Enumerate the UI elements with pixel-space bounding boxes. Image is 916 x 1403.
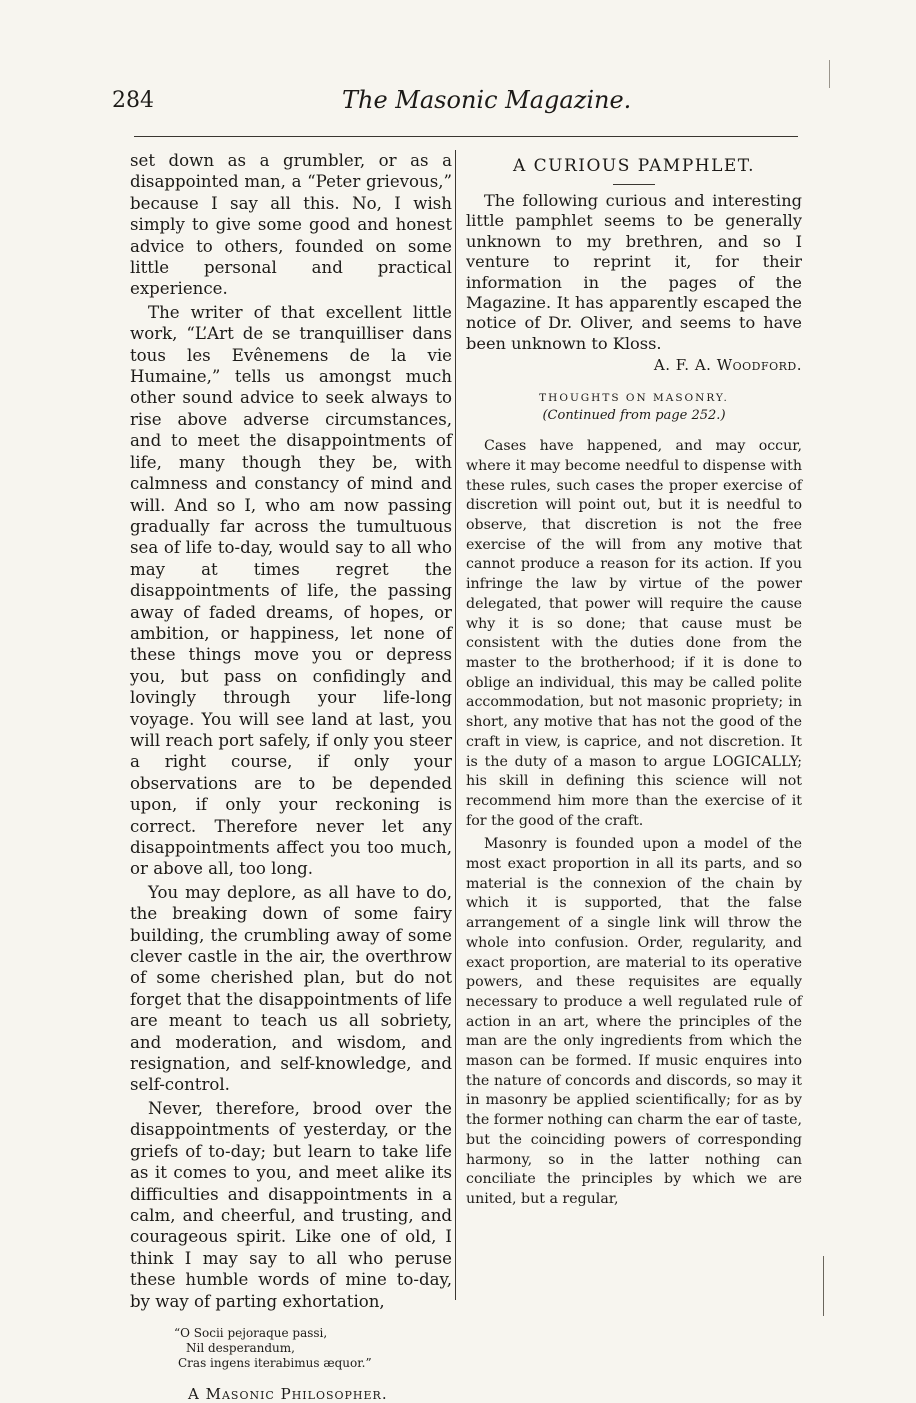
intro-signature: A. F. A. Woodford. xyxy=(653,356,802,375)
verse-line: “O Socii pejoraque passi, xyxy=(174,1325,328,1340)
left-paragraph: You may deplore, as all have to do, the breaking down of some fairy building, the crumbling away of some clever castle in the air, the overthrow of some cherished plan, but do not forget that the disappointments of life are meant to teach us all sobriety, and moderation, and wisdom, and resignation, and self-knowledge, and self-control. xyxy=(130,882,452,1095)
verse-line: Cras ingens iterabimus æquor.” xyxy=(178,1355,372,1370)
page-header xyxy=(112,88,812,128)
header-rule xyxy=(134,136,798,137)
page-number: 284 xyxy=(112,88,154,113)
left-paragraph: The writer of that excellent little work, “L’Art de se tranquilliser dans tous les Evênemens de la vie Humaine,” tells us amongst much other sound advice to seek always to rise above adverse circumstances, and to meet the disappointments of life, many though they be, with calmness and constancy of mind and will. And so I, who am now passing gradually far across the tumultuous sea of life to-day, would say to all who may at times regret the disappointments of life, the passing away of faded dreams, of hopes, or ambition, or happiness, let none of these things move you or depress you, but pass on confidingly and lovingly through your life-long voyage. You will see land at last, you will reach port safely, if only you steer a right course, if only your observations are to be depended upon, if only your reckoning is correct. Therefore never let any disappointments affect you too much, or above all, too long. xyxy=(130,302,452,879)
section-subtitle: THOUGHTS ON MASONRY. xyxy=(539,392,729,405)
page-edge-mark xyxy=(829,60,830,88)
body-paragraph: Cases have happened, and may occur, where it may become needful to dispense with these rules, such cases the proper exercise of discretion will point out, but it is needful to observe, that discretion is not the free exercise of the will from any motive that cannot produce a reason for its action. If you infringe the law by virtue of the power delegated, that power will require the cause why it is so done; that cause must be consistent with the duties done from the master to the brotherhood; if it is done to oblige an individual, this may be called polite accommodation, but not masonic propriety; in short, any motive that has not the good of the craft in view, is caprice, and not discretion. It is the duty of a mason to argue LOGICALLY; his skill in defining this science will not recommend him more than the exercise of it for the good of the craft. xyxy=(466,438,802,829)
left-column xyxy=(130,150,452,1403)
page-edge-mark xyxy=(823,1256,824,1316)
column-divider xyxy=(455,150,456,1300)
right-column xyxy=(466,150,802,1210)
running-title: The Masonic Magazine. xyxy=(342,86,632,114)
title-rule xyxy=(613,184,655,185)
intro-paragraph: The following curious and interesting little pamphlet seems to be generally unknown to my brethren, and so I venture to reprint it, for their information in the pages of the Magazine. It has apparently escaped the notice of Dr. Oliver, and seems to have been unknown to Kloss. xyxy=(466,191,802,353)
left-paragraph: Never, therefore, brood over the disappointments of yesterday, or the griefs of to-day; but learn to take life as it comes to you, and meet alike its difficulties and disappointments in a calm, and cheerful, and trusting, and courageous spirit. Like one of old, I think I may say to all who peruse these humble words of mine to-day, by way of parting exhortation, xyxy=(130,1098,452,1311)
body-paragraph: Masonry is founded upon a model of the most exact proportion in all its parts, and so material is the connexion of the chain by which it is supported, that the false arrangement of a single link will throw the whole into confusion. Order, regularity, and exact proportion, are material to its operative powers, and these requisites are equally necessary to produce a well regulated rule of action in an art, where the principles of the man are the only ingredients from which the mason can be formed. If music enquires into the nature of concords and discords, so may it in masonry be applied scientifically; for as by the former nothing can charm the ear of taste, but the coinciding powers of corresponding harmony, so in the latter nothing can conciliate the principles by which we are united, but a regular, xyxy=(466,836,802,1207)
left-paragraph: set down as a grumbler, or as a disappointed man, a “Peter grievous,” because I say all this. No, I wish simply to give some good and honest advice to others, founded on some little personal and practical experience. xyxy=(130,151,452,299)
latin-verse xyxy=(174,1326,452,1371)
verse-line: Nil desperandum, xyxy=(186,1340,295,1355)
article-title: A CURIOUS PAMPHLET. xyxy=(512,156,756,176)
author-signature: A Masonic Philosopher. xyxy=(188,1384,388,1403)
continued-note: (Continued from page 252.) xyxy=(542,408,726,424)
